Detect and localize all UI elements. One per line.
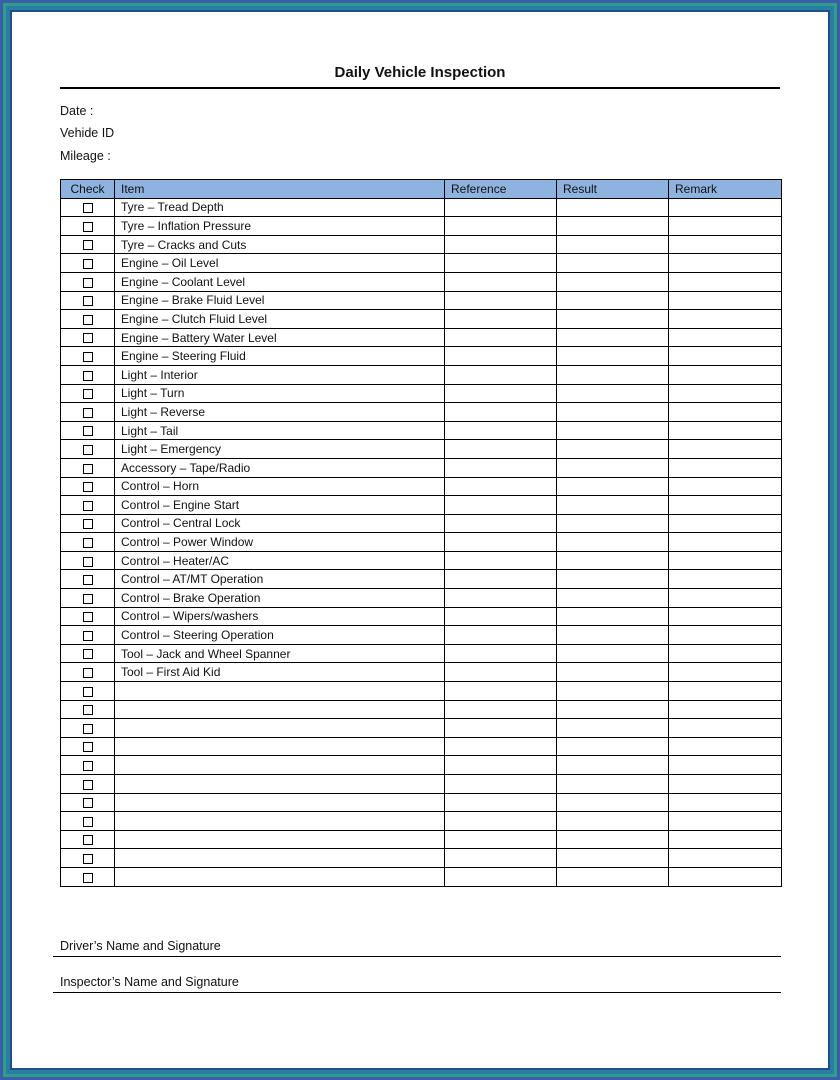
reference-cell[interactable]	[445, 458, 557, 477]
reference-cell[interactable]	[445, 644, 557, 663]
column-header-check: Check	[61, 180, 115, 199]
remark-cell[interactable]	[669, 775, 782, 794]
driver-signature-line	[53, 956, 781, 957]
column-header-remark: Remark	[669, 180, 782, 199]
reference-cell[interactable]	[445, 310, 557, 329]
check-cell	[61, 384, 115, 403]
reference-cell[interactable]	[445, 440, 557, 459]
checkbox[interactable]	[83, 538, 93, 548]
table-row	[61, 682, 782, 701]
title-divider	[60, 87, 780, 89]
reference-cell[interactable]	[445, 496, 557, 515]
checkbox[interactable]	[83, 612, 93, 622]
remark-cell[interactable]	[669, 719, 782, 738]
item-cell: Engine – Brake Fluid Level	[115, 291, 445, 310]
remark-cell[interactable]	[669, 682, 782, 701]
table-row	[61, 272, 782, 291]
reference-cell[interactable]	[445, 198, 557, 217]
item-cell	[115, 793, 445, 812]
result-cell[interactable]	[557, 254, 669, 273]
reference-cell[interactable]	[445, 812, 557, 831]
checkbox[interactable]	[83, 315, 93, 325]
table-row	[61, 477, 782, 496]
remark-cell[interactable]	[669, 235, 782, 254]
checkbox[interactable]	[83, 519, 93, 529]
table-row	[61, 849, 782, 868]
item-cell: Tyre – Cracks and Cuts	[115, 235, 445, 254]
check-cell	[61, 477, 115, 496]
checkbox[interactable]	[83, 705, 93, 715]
reference-cell[interactable]	[445, 254, 557, 273]
item-cell	[115, 775, 445, 794]
column-header-reference: Reference	[445, 180, 557, 199]
checkbox[interactable]	[83, 296, 93, 306]
table-row	[61, 496, 782, 515]
reference-cell[interactable]	[445, 626, 557, 645]
table-row	[61, 644, 782, 663]
checkbox[interactable]	[83, 724, 93, 734]
check-cell	[61, 737, 115, 756]
check-cell	[61, 700, 115, 719]
check-cell	[61, 198, 115, 217]
item-cell: Engine – Coolant Level	[115, 272, 445, 291]
item-cell	[115, 830, 445, 849]
reference-cell[interactable]	[445, 347, 557, 366]
reference-cell[interactable]	[445, 384, 557, 403]
checkbox[interactable]	[83, 854, 93, 864]
table-header-row	[61, 180, 782, 199]
checkbox[interactable]	[83, 780, 93, 790]
remark-cell[interactable]	[669, 496, 782, 515]
table-row	[61, 421, 782, 440]
check-cell	[61, 328, 115, 347]
item-cell: Engine – Oil Level	[115, 254, 445, 273]
item-cell	[115, 719, 445, 738]
remark-cell[interactable]	[669, 217, 782, 236]
item-cell: Control – Horn	[115, 477, 445, 496]
check-cell	[61, 533, 115, 552]
reference-cell[interactable]	[445, 849, 557, 868]
table-row	[61, 310, 782, 329]
reference-cell[interactable]	[445, 793, 557, 812]
result-cell[interactable]	[557, 272, 669, 291]
reference-cell[interactable]	[445, 775, 557, 794]
checkbox[interactable]	[83, 352, 93, 362]
result-cell[interactable]	[557, 682, 669, 701]
item-cell: Light – Tail	[115, 421, 445, 440]
check-cell	[61, 607, 115, 626]
table-row	[61, 514, 782, 533]
result-cell[interactable]	[557, 589, 669, 608]
table-row	[61, 793, 782, 812]
result-cell[interactable]	[557, 421, 669, 440]
table-row	[61, 867, 782, 886]
remark-cell[interactable]	[669, 849, 782, 868]
remark-cell[interactable]	[669, 421, 782, 440]
result-cell[interactable]	[557, 514, 669, 533]
document-title: Daily Vehicle Inspection	[334, 64, 506, 81]
reference-cell[interactable]	[445, 700, 557, 719]
item-cell	[115, 682, 445, 701]
item-cell: Light – Turn	[115, 384, 445, 403]
reference-cell[interactable]	[445, 719, 557, 738]
check-cell	[61, 291, 115, 310]
table-row	[61, 775, 782, 794]
table-row	[61, 384, 782, 403]
item-cell: Control – Brake Operation	[115, 589, 445, 608]
result-cell[interactable]	[557, 663, 669, 682]
remark-cell[interactable]	[669, 384, 782, 403]
inspection-table	[60, 179, 782, 887]
check-cell	[61, 663, 115, 682]
result-cell[interactable]	[557, 700, 669, 719]
checkbox[interactable]	[83, 333, 93, 343]
reference-cell[interactable]	[445, 737, 557, 756]
reference-cell[interactable]	[445, 272, 557, 291]
item-cell: Light – Emergency	[115, 440, 445, 459]
check-cell	[61, 775, 115, 794]
reference-cell[interactable]	[445, 235, 557, 254]
result-cell[interactable]	[557, 626, 669, 645]
checkbox[interactable]	[83, 371, 93, 381]
date-field-label: Date :	[60, 104, 94, 118]
check-cell	[61, 570, 115, 589]
check-cell	[61, 496, 115, 515]
remark-cell[interactable]	[669, 589, 782, 608]
reference-cell[interactable]	[445, 589, 557, 608]
table-row	[61, 589, 782, 608]
result-cell[interactable]	[557, 719, 669, 738]
item-cell: Tool – Jack and Wheel Spanner	[115, 644, 445, 663]
table-row	[61, 365, 782, 384]
reference-cell[interactable]	[445, 570, 557, 589]
reference-cell[interactable]	[445, 217, 557, 236]
item-cell: Control – Wipers/washers	[115, 607, 445, 626]
inspector-signature-line	[53, 992, 781, 993]
item-cell: Engine – Steering Fluid	[115, 347, 445, 366]
checkbox[interactable]	[83, 222, 93, 232]
remark-cell[interactable]	[669, 570, 782, 589]
result-cell[interactable]	[557, 403, 669, 422]
item-cell: Accessory – Tape/Radio	[115, 458, 445, 477]
remark-cell[interactable]	[669, 477, 782, 496]
result-cell[interactable]	[557, 867, 669, 886]
reference-cell[interactable]	[445, 830, 557, 849]
result-cell[interactable]	[557, 347, 669, 366]
remark-cell[interactable]	[669, 700, 782, 719]
result-cell[interactable]	[557, 365, 669, 384]
remark-cell[interactable]	[669, 812, 782, 831]
item-cell	[115, 756, 445, 775]
check-cell	[61, 458, 115, 477]
table-row	[61, 291, 782, 310]
result-cell[interactable]	[557, 830, 669, 849]
remark-cell[interactable]	[669, 737, 782, 756]
result-cell[interactable]	[557, 458, 669, 477]
table-row	[61, 719, 782, 738]
item-cell: Control – Engine Start	[115, 496, 445, 515]
remark-cell[interactable]	[669, 793, 782, 812]
result-cell[interactable]	[557, 310, 669, 329]
table-row	[61, 403, 782, 422]
remark-cell[interactable]	[669, 291, 782, 310]
item-cell: Light – Reverse	[115, 403, 445, 422]
table-row	[61, 217, 782, 236]
checkbox[interactable]	[83, 501, 93, 511]
checkbox[interactable]	[83, 649, 93, 659]
result-cell[interactable]	[557, 551, 669, 570]
checkbox[interactable]	[83, 761, 93, 771]
checkbox[interactable]	[83, 259, 93, 269]
remark-cell[interactable]	[669, 347, 782, 366]
item-cell: Control – Steering Operation	[115, 626, 445, 645]
checkbox[interactable]	[83, 631, 93, 641]
remark-cell[interactable]	[669, 328, 782, 347]
reference-cell[interactable]	[445, 365, 557, 384]
table-row	[61, 254, 782, 273]
item-cell: Light – Interior	[115, 365, 445, 384]
result-cell[interactable]	[557, 570, 669, 589]
table-row	[61, 626, 782, 645]
checkbox[interactable]	[83, 240, 93, 250]
table-row	[61, 235, 782, 254]
checkbox[interactable]	[83, 687, 93, 697]
remark-cell[interactable]	[669, 403, 782, 422]
result-cell[interactable]	[557, 217, 669, 236]
check-cell	[61, 421, 115, 440]
result-cell[interactable]	[557, 477, 669, 496]
check-cell	[61, 644, 115, 663]
check-cell	[61, 793, 115, 812]
check-cell	[61, 365, 115, 384]
remark-cell[interactable]	[669, 365, 782, 384]
reference-cell[interactable]	[445, 403, 557, 422]
check-cell	[61, 719, 115, 738]
result-cell[interactable]	[557, 849, 669, 868]
table-row	[61, 700, 782, 719]
reference-cell[interactable]	[445, 328, 557, 347]
inspector-signature-label: Inspector’s Name and Signature	[60, 975, 239, 989]
remark-cell[interactable]	[669, 533, 782, 552]
result-cell[interactable]	[557, 440, 669, 459]
item-cell: Control – Heater/AC	[115, 551, 445, 570]
remark-cell[interactable]	[669, 551, 782, 570]
column-header-item: Item	[115, 180, 445, 199]
remark-cell[interactable]	[669, 830, 782, 849]
check-cell	[61, 514, 115, 533]
checkbox[interactable]	[83, 798, 93, 808]
check-cell	[61, 551, 115, 570]
table-row	[61, 198, 782, 217]
checkbox[interactable]	[83, 426, 93, 436]
result-cell[interactable]	[557, 775, 669, 794]
reference-cell[interactable]	[445, 663, 557, 682]
table-row	[61, 347, 782, 366]
remark-cell[interactable]	[669, 458, 782, 477]
remark-cell[interactable]	[669, 514, 782, 533]
reference-cell[interactable]	[445, 533, 557, 552]
result-cell[interactable]	[557, 198, 669, 217]
item-cell: Tyre – Tread Depth	[115, 198, 445, 217]
checkbox[interactable]	[83, 873, 93, 883]
table-row	[61, 830, 782, 849]
item-cell	[115, 812, 445, 831]
check-cell	[61, 272, 115, 291]
result-cell[interactable]	[557, 384, 669, 403]
checkbox[interactable]	[83, 594, 93, 604]
item-cell	[115, 737, 445, 756]
reference-cell[interactable]	[445, 867, 557, 886]
checkbox[interactable]	[83, 408, 93, 418]
item-cell: Control – AT/MT Operation	[115, 570, 445, 589]
table-row	[61, 756, 782, 775]
checkbox[interactable]	[83, 278, 93, 288]
checkbox[interactable]	[83, 668, 93, 678]
mileage-field-label: Mileage :	[60, 149, 111, 163]
result-cell[interactable]	[557, 644, 669, 663]
check-cell	[61, 235, 115, 254]
check-cell	[61, 347, 115, 366]
table-row	[61, 737, 782, 756]
reference-cell[interactable]	[445, 551, 557, 570]
remark-cell[interactable]	[669, 644, 782, 663]
checkbox[interactable]	[83, 835, 93, 845]
checkbox[interactable]	[83, 203, 93, 213]
result-cell[interactable]	[557, 737, 669, 756]
result-cell[interactable]	[557, 607, 669, 626]
checkbox[interactable]	[83, 482, 93, 492]
checkbox[interactable]	[83, 575, 93, 585]
check-cell	[61, 254, 115, 273]
remark-cell[interactable]	[669, 756, 782, 775]
remark-cell[interactable]	[669, 272, 782, 291]
item-cell: Control – Central Lock	[115, 514, 445, 533]
remark-cell[interactable]	[669, 310, 782, 329]
item-cell: Engine – Clutch Fluid Level	[115, 310, 445, 329]
result-cell[interactable]	[557, 793, 669, 812]
reference-cell[interactable]	[445, 682, 557, 701]
table-row	[61, 607, 782, 626]
check-cell	[61, 310, 115, 329]
reference-cell[interactable]	[445, 607, 557, 626]
table-row	[61, 663, 782, 682]
remark-cell[interactable]	[669, 867, 782, 886]
checkbox[interactable]	[83, 817, 93, 827]
reference-cell[interactable]	[445, 477, 557, 496]
driver-signature-label: Driver’s Name and Signature	[60, 939, 221, 953]
check-cell	[61, 217, 115, 236]
checkbox[interactable]	[83, 389, 93, 399]
remark-cell[interactable]	[669, 607, 782, 626]
check-cell	[61, 403, 115, 422]
column-header-result: Result	[557, 180, 669, 199]
table-row	[61, 812, 782, 831]
item-cell: Control – Power Window	[115, 533, 445, 552]
check-cell	[61, 440, 115, 459]
checkbox[interactable]	[83, 557, 93, 567]
table-row	[61, 570, 782, 589]
reference-cell[interactable]	[445, 421, 557, 440]
table-row	[61, 458, 782, 477]
check-cell	[61, 756, 115, 775]
document-sheet	[12, 12, 828, 1068]
remark-cell[interactable]	[669, 626, 782, 645]
check-cell	[61, 812, 115, 831]
result-cell[interactable]	[557, 756, 669, 775]
table-row	[61, 328, 782, 347]
result-cell[interactable]	[557, 291, 669, 310]
check-cell	[61, 626, 115, 645]
reference-cell[interactable]	[445, 756, 557, 775]
remark-cell[interactable]	[669, 198, 782, 217]
vehicle-id-field-label: Vehide ID	[60, 126, 115, 140]
checkbox[interactable]	[83, 742, 93, 752]
check-cell	[61, 849, 115, 868]
checkbox[interactable]	[83, 464, 93, 474]
result-cell[interactable]	[557, 812, 669, 831]
table-row	[61, 440, 782, 459]
remark-cell[interactable]	[669, 663, 782, 682]
check-cell	[61, 589, 115, 608]
remark-cell[interactable]	[669, 254, 782, 273]
check-cell	[61, 682, 115, 701]
result-cell[interactable]	[557, 235, 669, 254]
result-cell[interactable]	[557, 496, 669, 515]
item-cell: Tyre – Inflation Pressure	[115, 217, 445, 236]
item-cell: Engine – Battery Water Level	[115, 328, 445, 347]
result-cell[interactable]	[557, 328, 669, 347]
table-row	[61, 551, 782, 570]
item-cell: Tool – First Aid Kid	[115, 663, 445, 682]
result-cell[interactable]	[557, 533, 669, 552]
check-cell	[61, 867, 115, 886]
check-cell	[61, 830, 115, 849]
item-cell	[115, 700, 445, 719]
table-row	[61, 533, 782, 552]
reference-cell[interactable]	[445, 514, 557, 533]
reference-cell[interactable]	[445, 291, 557, 310]
item-cell	[115, 849, 445, 868]
remark-cell[interactable]	[669, 440, 782, 459]
item-cell	[115, 867, 445, 886]
checkbox[interactable]	[83, 445, 93, 455]
